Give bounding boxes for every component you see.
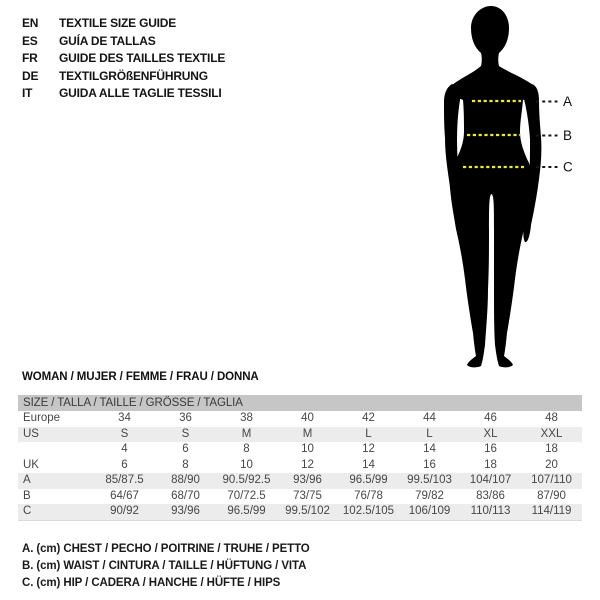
table-cell: 18 bbox=[545, 443, 558, 455]
table-cell: 79/82 bbox=[415, 489, 444, 502]
table-cell: 16 bbox=[484, 443, 497, 455]
measurement-legend bbox=[22, 541, 310, 593]
table-cell: 93/96 bbox=[171, 505, 200, 517]
table-cell: 46 bbox=[484, 412, 497, 424]
table-row-waist bbox=[18, 489, 582, 505]
table-cell: 18 bbox=[484, 458, 497, 471]
table-cell: 64/67 bbox=[110, 489, 139, 502]
table-cell: 99.5/103 bbox=[407, 474, 452, 486]
table-cell: 90.5/92.5 bbox=[222, 474, 271, 486]
table-cell: 106/109 bbox=[408, 505, 451, 517]
table-cell: 90/92 bbox=[110, 505, 139, 517]
legend-waist: B. (cm) WAIST / CINTURA / TAILLE / HÜFTUNG / VITA bbox=[22, 560, 307, 573]
table-cell: 99.5/102 bbox=[285, 505, 330, 517]
table-cell: 8 bbox=[182, 458, 189, 471]
language-title-block bbox=[22, 15, 225, 103]
lang-code: ES bbox=[22, 33, 38, 48]
lang-code: FR bbox=[22, 51, 38, 66]
table-cell: 93/96 bbox=[293, 474, 322, 486]
lang-code: DE bbox=[22, 68, 39, 83]
lang-row-de bbox=[22, 68, 225, 86]
table-cell: M bbox=[241, 427, 252, 440]
legend-chest: A. (cm) CHEST / PECHO / POITRINE / TRUHE / PETTO bbox=[22, 543, 310, 555]
table-cell: 20 bbox=[545, 458, 558, 471]
table-cell: 88/90 bbox=[171, 474, 200, 486]
table-cell: 38 bbox=[240, 412, 253, 424]
waist-label: B bbox=[563, 128, 573, 143]
table-cell: 14 bbox=[423, 443, 436, 455]
chest-label: A bbox=[563, 94, 573, 109]
table-cell: 102.5/105 bbox=[342, 505, 395, 517]
lang-row-en bbox=[22, 15, 225, 33]
row-label: C bbox=[23, 505, 32, 517]
lang-title: GUIDA ALLE TAGLIE TESSILI bbox=[59, 86, 222, 101]
table-cell: 12 bbox=[301, 458, 314, 471]
table-cell: 42 bbox=[362, 412, 375, 424]
size-table-body bbox=[18, 411, 582, 521]
table-cell: 114/119 bbox=[531, 505, 572, 517]
table-cell: 76/78 bbox=[354, 489, 383, 502]
lang-code: IT bbox=[22, 86, 33, 101]
lang-title: TEXTILGRÖßENFÜHRUNG bbox=[59, 68, 208, 83]
table-cell: 14 bbox=[362, 458, 375, 471]
row-label: UK bbox=[23, 458, 39, 471]
table-cell: 40 bbox=[301, 412, 314, 424]
size-table-header: SIZE / TALLA / TAILLE / GRÖSSE / TAGLIA bbox=[18, 395, 582, 411]
table-cell: S bbox=[181, 427, 190, 440]
table-cell: 107/110 bbox=[531, 474, 572, 486]
table-cell: 10 bbox=[301, 443, 314, 455]
lang-code: EN bbox=[22, 16, 39, 30]
table-cell: S bbox=[120, 427, 129, 440]
table-cell: 83/86 bbox=[476, 489, 505, 502]
row-label: A bbox=[23, 474, 31, 486]
table-cell: 36 bbox=[179, 412, 192, 424]
lang-title: TEXTILE SIZE GUIDE bbox=[59, 16, 177, 30]
woman-silhouette bbox=[448, 6, 538, 367]
table-cell: 70/72.5 bbox=[227, 489, 266, 502]
table-row-hip bbox=[18, 504, 582, 520]
lang-title: GUIDE DES TAILLES TEXTILE bbox=[59, 51, 226, 66]
table-cell: 96.5/99 bbox=[349, 474, 388, 486]
table-cell: 12 bbox=[362, 443, 375, 455]
legend-hip: C. (cm) HIP / CADERA / HANCHE / HÜFTE / HIPS bbox=[22, 577, 281, 590]
lang-row-fr bbox=[22, 50, 225, 68]
table-row-chest bbox=[18, 473, 582, 489]
table-cell: 104/107 bbox=[469, 474, 512, 486]
section-title-woman: WOMAN / MUJER / FEMME / FRAU / DONNA bbox=[22, 371, 259, 383]
lang-row-es bbox=[22, 33, 225, 51]
table-cell: 10 bbox=[240, 458, 253, 471]
table-cell: 48 bbox=[545, 412, 558, 424]
size-table bbox=[18, 395, 582, 521]
table-cell: 16 bbox=[423, 458, 436, 471]
table-cell: XL bbox=[483, 427, 498, 440]
table-row-us bbox=[18, 427, 582, 443]
table-cell: L bbox=[426, 427, 433, 440]
table-cell: 44 bbox=[423, 412, 436, 424]
table-cell: 34 bbox=[118, 412, 131, 424]
table-row-us-numeric bbox=[18, 442, 582, 458]
table-cell: M bbox=[302, 427, 313, 440]
hip-label: C bbox=[563, 159, 573, 175]
row-label: US bbox=[23, 427, 39, 440]
table-cell: 6 bbox=[182, 443, 189, 455]
body-measurement-figure bbox=[420, 0, 600, 370]
table-cell: 68/70 bbox=[171, 489, 200, 502]
table-cell: XXL bbox=[540, 427, 563, 440]
row-label: B bbox=[23, 489, 31, 502]
table-cell: 73/75 bbox=[293, 489, 322, 502]
table-cell: 96.5/99 bbox=[227, 505, 266, 517]
lang-title: GUÍA DE TALLAS bbox=[59, 33, 156, 48]
row-label: Europe bbox=[23, 412, 61, 424]
table-cell: 8 bbox=[243, 443, 250, 455]
table-row-uk bbox=[18, 458, 582, 474]
table-cell: L bbox=[365, 427, 372, 440]
row-label bbox=[18, 442, 94, 458]
table-cell: 110/113 bbox=[470, 505, 511, 517]
table-row-europe bbox=[18, 411, 582, 427]
table-cell: 6 bbox=[121, 458, 128, 471]
table-cell: 87/90 bbox=[537, 489, 566, 502]
table-cell: 85/87.5 bbox=[105, 474, 144, 486]
table-cell: 4 bbox=[121, 443, 128, 455]
lang-row-it bbox=[22, 85, 225, 103]
